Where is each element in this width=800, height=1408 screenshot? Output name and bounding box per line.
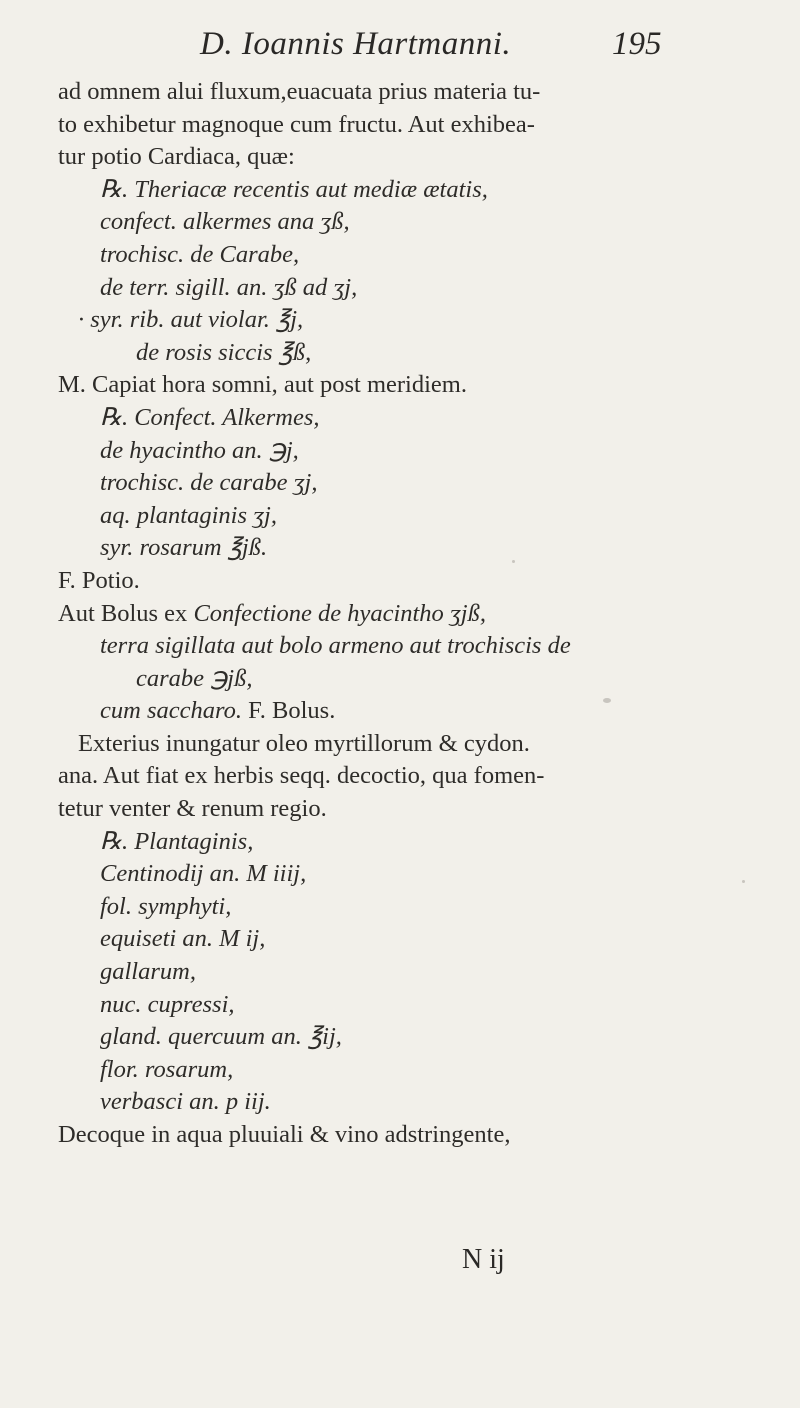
text-line: Exterius inungatur oleo myrtillorum & cydon. [78,729,530,757]
page-header [0,22,800,70]
line-italic-part: cum saccharo. [100,697,249,725]
text-line: trochisc. de Carabe, [100,240,300,268]
text-line: carabe ℈jß, [136,664,253,692]
text-line: ℞. Theriacæ recentis aut mediæ ætatis, [100,175,488,203]
text-line: Decoque in aqua pluuiali & vino adstringente, [58,1121,511,1148]
text-line: equiseti an. M ij, [100,925,266,953]
text-line: gland. quercuum an. ℥ij, [100,1023,342,1051]
line-roman-part: F. Bolus. [248,697,336,725]
text-line: verbasci an. p iij. [100,1088,271,1116]
body-text [58,76,758,1152]
catchword: N ij [462,1244,505,1275]
text-line: ana. Aut fiat ex herbis seqq. decoctio, qua fomen- [58,762,545,790]
text-line: ad omnem alui fluxum,euacuata prius materia tu- [58,78,541,105]
text-line: flor. rosarum, [100,1055,234,1083]
paper-speck [512,560,515,563]
text-line: syr. rosarum ℥jß. [100,534,268,562]
text-line: aq. plantaginis ʒj, [100,501,277,529]
text-line [58,598,758,631]
text-line: gallarum, [100,958,196,986]
paper-speck [742,880,745,883]
line-roman-part: Aut Bolus ex [58,599,194,627]
text-line [58,695,758,728]
text-line: tur potio Cardiaca, quæ: [58,143,295,171]
page-number: 195 [612,26,662,62]
text-line: trochisc. de carabe ʒj, [100,469,318,497]
text-line: Centinodij an. M iiij, [100,860,307,888]
text-line: · syr. rib. aut violar. ℥j, [78,306,304,334]
text-line: terra sigillata aut bolo armeno aut trochiscis de [100,632,571,660]
text-line: de terr. sigill. an. ʒß ad ʒj, [100,273,358,301]
running-head: D. Ioannis Hartmanni. [200,26,512,62]
text-line: nuc. cupressi, [100,990,235,1018]
text-line: ℞. Confect. Alkermes, [100,403,320,431]
text-line: fol. symphyti, [100,892,232,920]
paper-speck [603,698,611,703]
text-line: to exhibetur magnoque cum fructu. Aut exhibea- [58,110,535,138]
text-line: ℞. Plantaginis, [100,827,254,855]
text-line: de hyacintho an. ℈j, [100,436,299,464]
line-italic-part: Confectione de hyacintho ʒjß, [193,599,486,627]
text-line: tetur venter & renum regio. [58,795,327,823]
text-line: F. Potio. [58,566,140,594]
text-line: M. Capiat hora somni, aut post meridiem. [58,371,467,399]
text-line: de rosis siccis ℥ß, [136,338,312,366]
text-line: confect. alkermes ana ʒß, [100,208,350,236]
